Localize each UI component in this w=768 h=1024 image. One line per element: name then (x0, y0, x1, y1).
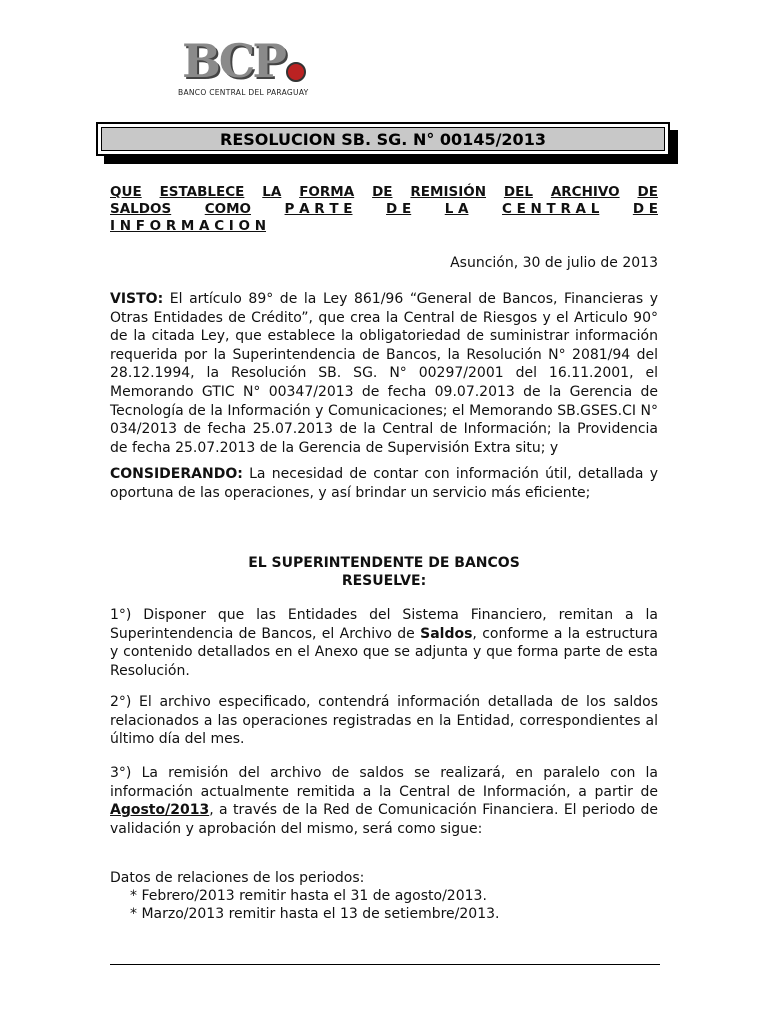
logo-letters: BCP (182, 34, 284, 88)
subject-word: QUE (110, 184, 142, 200)
article-1-text: 1°) Disponer que las Entidades del Sistema Financiero, remitan a la Superintendencia de Bancos, el Archivo de (110, 607, 658, 642)
subject-word: SALDOS (110, 201, 172, 217)
issue-date: Asunción, 30 de julio de 2013 (450, 255, 658, 271)
subject-word: FORMA (299, 184, 355, 200)
subject-word: LA (262, 184, 282, 200)
subject-word: DEL (503, 184, 533, 200)
seal-icon (286, 62, 306, 82)
resolution-title: RESOLUCION SB. SG. N° 00145/2013 (101, 127, 665, 151)
visto-text: El artículo 89° de la Ley 861/96 “General de Bancos, Financieras y Otras Entidades de Crédito”, que crea la Central de Riesgos y el Articulo 90° de la citada Ley, que establece la obligatoriedad de suministrar información requerida por la Superintendencia de Bancos, la Resolución N° 2081/94 del 28.12.1994, la Resolución SB. SG. N° 00297/2001 del 16.11.2001, el Memorando GTIC N° 00347/2013 de fecha 09.07.2013 de la Gerencia de Tecnología de la Información y Comunicaciones; el Memorando SB.GSES.CI N° 034/2013 de fecha 25.07.2013 de la Central de Información; la Providencia de fecha 25.07.2013 de la Gerencia de Supervisión Extra situ; y (110, 291, 658, 456)
article-3-bold: Agosto/2013 (110, 802, 210, 819)
subject-word: ARCHIVO (550, 184, 620, 200)
subject-word: REMISIÓN (410, 184, 487, 200)
article-2-text: 2°) El archivo especificado, contendrá información detallada de los saldos relacionados a las operaciones registradas en la Entidad, correspondientes al último día del mes. (110, 694, 658, 748)
subject-word: D E (386, 201, 412, 217)
subject-word: DE (637, 184, 658, 200)
visto-paragraph (110, 290, 658, 457)
subject-word: COMO (204, 201, 252, 217)
article-1-text-end: , conforme a la estructura y contenido detallados en el Anexo que se adjunta y que forma parte de esta Resolución. (110, 625, 658, 679)
article-3-text-end: , a través de la Red de Comunicación Financiera. El periodo de validación y aprobación del mismo, será como sigue: (110, 802, 658, 837)
subject-word: C E N T R A L (502, 201, 600, 217)
subject-line-3: I N F O R M A C I O N (110, 218, 267, 234)
authority-heading (110, 554, 658, 590)
bcp-logo (176, 34, 312, 100)
article-1 (110, 606, 658, 680)
article-3-text: 3°) La remisión del archivo de saldos se realizará, en paralelo con la información actualmente remitida a la Central de Información, a partir de (110, 765, 658, 800)
subject-word: L A (444, 201, 469, 217)
periods-list (110, 869, 658, 923)
considerando-label: CONSIDERANDO: (110, 466, 243, 482)
subject-word: P A R T E (284, 201, 353, 217)
subject-line-2 (110, 201, 658, 218)
considerando-paragraph (110, 465, 658, 502)
footer-rule (110, 964, 660, 965)
periods-heading: Datos de relaciones de los periodos: (110, 870, 365, 886)
subject-line-1 (110, 184, 658, 201)
authority-line-2: RESUELVE: (341, 573, 427, 589)
period-item: * Marzo/2013 remitir hasta el 13 de setiembre/2013. (130, 906, 500, 922)
visto-label: VISTO: (110, 291, 164, 307)
subject-word: DE (372, 184, 393, 200)
logo-caption: BANCO CENTRAL DEL PARAGUAY (178, 88, 309, 97)
resolution-subject (110, 184, 658, 235)
period-item: * Febrero/2013 remitir hasta el 31 de agosto/2013. (130, 888, 487, 904)
article-3 (110, 764, 658, 838)
authority-line-1: EL SUPERINTENDENTE DE BANCOS (248, 555, 520, 571)
article-2 (110, 693, 658, 749)
subject-word: D E (632, 201, 658, 217)
considerando-text: La necesidad de contar con información útil, detallada y oportuna de las operaciones, y así brindar un servicio más eficiente; (110, 466, 658, 501)
title-box (96, 122, 670, 156)
subject-word: ESTABLECE (159, 184, 245, 200)
article-1-bold: Saldos (420, 625, 473, 642)
